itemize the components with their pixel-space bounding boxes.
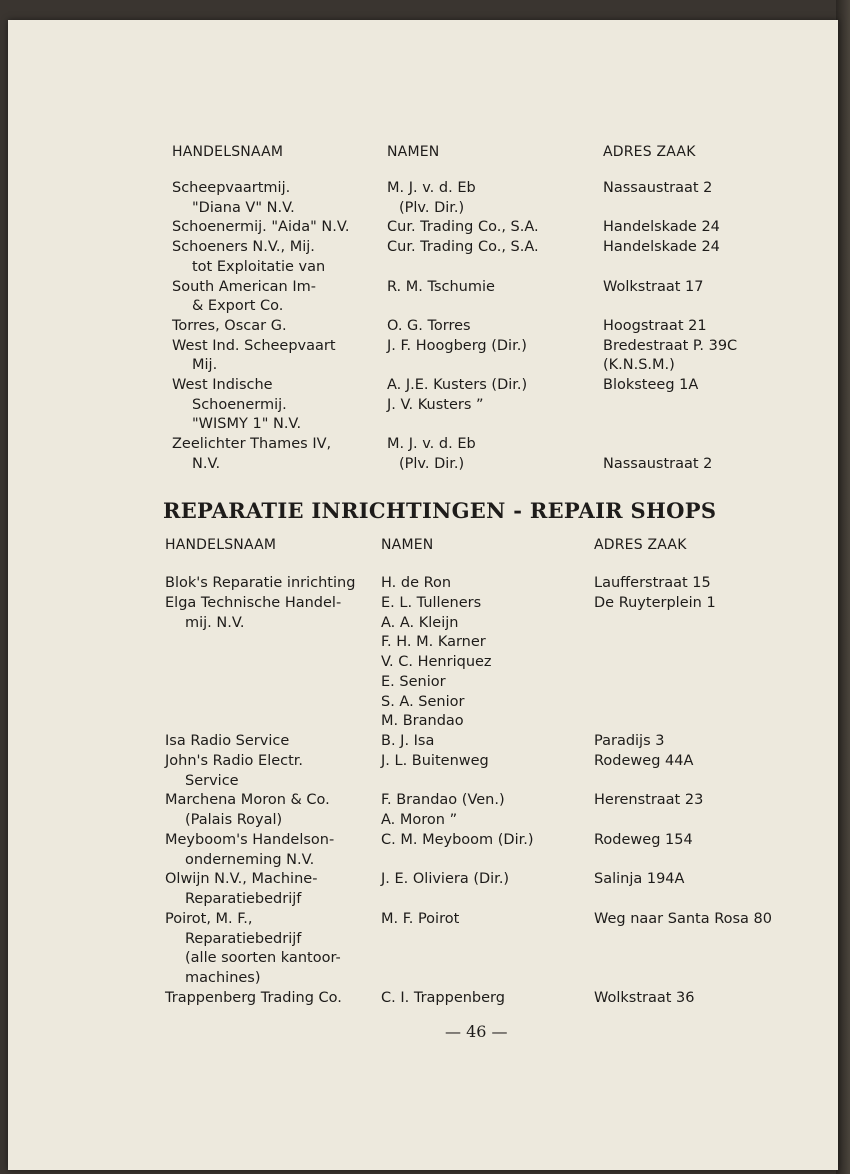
column-header-adres: ADRES ZAAK — [603, 144, 696, 160]
entry-handelsnaam: Schoenermij. — [192, 397, 287, 413]
entry-namen: J. V. Kusters ” — [387, 397, 484, 413]
entry-adres: Hoogstraat 21 — [603, 318, 707, 334]
entry-namen: J. E. Oliviera (Dir.) — [381, 871, 510, 887]
entry-namen: F. H. M. Karner — [381, 634, 486, 650]
entry-adres: Rodeweg 154 — [594, 832, 693, 848]
entry-namen: Cur. Trading Co., S.A. — [387, 239, 539, 255]
entry-handelsnaam: Meyboom's Handelson- — [165, 832, 335, 848]
entry-handelsnaam: Olwijn N.V., Machine- — [165, 871, 318, 887]
column-header-adres: ADRES ZAAK — [594, 537, 687, 553]
column-header-handelsnaam: HANDELSNAAM — [172, 144, 284, 160]
entry-namen: E. L. Tulleners — [381, 595, 482, 611]
entry-handelsnaam: N.V. — [192, 456, 221, 472]
entry-namen: (Plv. Dir.) — [399, 200, 465, 216]
entry-adres: Paradijs 3 — [594, 733, 665, 749]
section-title: REPARATIE INRICHTINGEN - REPAIR SHOPS — [163, 498, 717, 523]
entry-adres: Nassaustraat 2 — [603, 180, 713, 196]
entry-handelsnaam: "Diana V" N.V. — [192, 200, 295, 216]
entry-handelsnaam: & Export Co. — [192, 298, 284, 314]
column-header-handelsnaam: HANDELSNAAM — [165, 537, 277, 553]
entry-namen: V. C. Henriquez — [381, 654, 492, 670]
entry-handelsnaam: Reparatiebedrijf — [185, 931, 302, 947]
entry-handelsnaam: Elga Technische Handel- — [165, 595, 342, 611]
entry-handelsnaam: Isa Radio Service — [165, 733, 290, 749]
entry-namen: F. Brandao (Ven.) — [381, 792, 505, 808]
entry-adres: Wolkstraat 36 — [594, 990, 695, 1006]
entry-handelsnaam: Schoeners N.V., Mij. — [172, 239, 315, 255]
entry-adres: Weg naar Santa Rosa 80 — [594, 911, 773, 927]
entry-handelsnaam: Mij. — [192, 357, 218, 373]
entry-handelsnaam: (Palais Royal) — [185, 812, 283, 828]
entry-handelsnaam: South American Im- — [172, 279, 316, 295]
entry-handelsnaam: West Ind. Scheepvaart — [172, 338, 336, 354]
entry-handelsnaam: Blok's Reparatie inrichting — [165, 575, 356, 591]
entry-adres: Handelskade 24 — [603, 239, 720, 255]
entry-handelsnaam: Poirot, M. F., — [165, 911, 253, 927]
column-header-namen: NAMEN — [387, 144, 440, 160]
entry-handelsnaam: Zeelichter Thames IV, — [172, 436, 332, 452]
entry-adres: Nassaustraat 2 — [603, 456, 713, 472]
entry-handelsnaam: Trappenberg Trading Co. — [165, 990, 342, 1006]
entry-namen: J. F. Hoogberg (Dir.) — [387, 338, 527, 354]
entry-namen: A. A. Kleijn — [381, 615, 459, 631]
entry-handelsnaam: Schoenermij. "Aida" N.V. — [172, 219, 350, 235]
entry-namen: C. M. Meyboom (Dir.) — [381, 832, 534, 848]
entry-handelsnaam: John's Radio Electr. — [165, 753, 304, 769]
entry-namen: (Plv. Dir.) — [399, 456, 465, 472]
column-header-namen: NAMEN — [381, 537, 434, 553]
entry-adres: Rodeweg 44A — [594, 753, 694, 769]
entry-handelsnaam: machines) — [185, 970, 261, 986]
entry-namen: B. J. Isa — [381, 733, 435, 749]
entry-namen: J. L. Buitenweg — [381, 753, 489, 769]
entry-handelsnaam: Torres, Oscar G. — [172, 318, 287, 334]
entry-namen: M. J. v. d. Eb — [387, 180, 476, 196]
entry-namen: O. G. Torres — [387, 318, 471, 334]
entry-handelsnaam: Marchena Moron & Co. — [165, 792, 330, 808]
entry-adres: Wolkstraat 17 — [603, 279, 704, 295]
page-number: — 46 — — [445, 1022, 508, 1041]
book-spine — [836, 0, 850, 1174]
entry-handelsnaam: Reparatiebedrijf — [185, 891, 302, 907]
entry-namen: S. A. Senior — [381, 694, 465, 710]
entry-adres: Bredestraat P. 39C — [603, 338, 738, 354]
entry-namen: R. M. Tschumie — [387, 279, 495, 295]
entry-namen: H. de Ron — [381, 575, 452, 591]
entry-namen: A. J.E. Kusters (Dir.) — [387, 377, 528, 393]
entry-namen: E. Senior — [381, 674, 446, 690]
entry-namen: Cur. Trading Co., S.A. — [387, 219, 539, 235]
entry-adres: Bloksteeg 1A — [603, 377, 699, 393]
entry-namen: M. J. v. d. Eb — [387, 436, 476, 452]
entry-handelsnaam: (alle soorten kantoor- — [185, 950, 341, 966]
entry-handelsnaam: "WISMY 1" N.V. — [192, 416, 302, 432]
entry-handelsnaam: West Indische — [172, 377, 273, 393]
entry-adres: Salinja 194A — [594, 871, 685, 887]
entry-adres: Handelskade 24 — [603, 219, 720, 235]
entry-handelsnaam: onderneming N.V. — [185, 852, 315, 868]
entry-handelsnaam: Scheepvaartmij. — [172, 180, 291, 196]
entry-handelsnaam: mij. N.V. — [185, 615, 245, 631]
entry-namen: M. F. Poirot — [381, 911, 460, 927]
entry-namen: C. I. Trappenberg — [381, 990, 505, 1006]
entry-handelsnaam: tot Exploitatie van — [192, 259, 326, 275]
entry-namen: A. Moron ” — [381, 812, 458, 828]
entry-handelsnaam: Service — [185, 773, 239, 789]
entry-adres: De Ruyterplein 1 — [594, 595, 716, 611]
entry-adres: (K.N.S.M.) — [603, 357, 675, 373]
entry-namen: M. Brandao — [381, 713, 464, 729]
entry-adres: Herenstraat 23 — [594, 792, 704, 808]
entry-adres: Laufferstraat 15 — [594, 575, 711, 591]
